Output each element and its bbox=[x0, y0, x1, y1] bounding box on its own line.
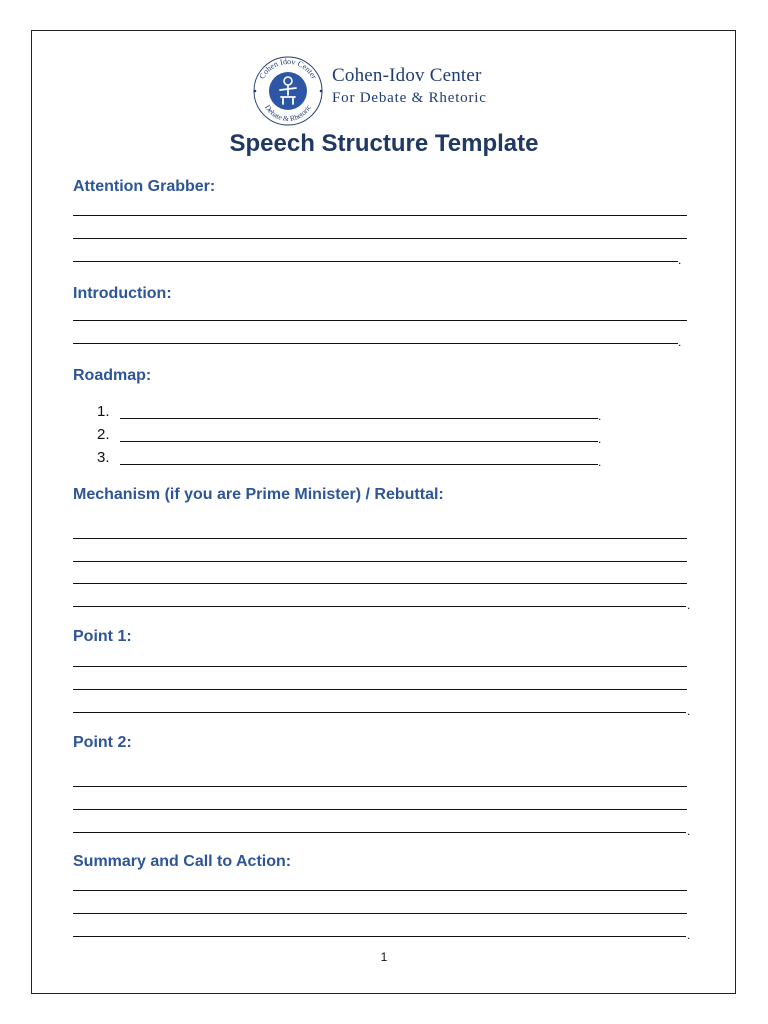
roadmap-number: 1. bbox=[97, 403, 110, 420]
page-border bbox=[31, 30, 736, 994]
heading-summary: Summary and Call to Action: bbox=[73, 853, 292, 870]
writing-line bbox=[73, 238, 687, 239]
heading-point-1: Point 1: bbox=[73, 628, 132, 645]
page-title: Speech Structure Template bbox=[229, 130, 539, 157]
line-period: . bbox=[678, 335, 682, 349]
heading-introduction: Introduction: bbox=[73, 285, 172, 302]
line-period: . bbox=[687, 704, 691, 718]
writing-line bbox=[73, 890, 687, 891]
writing-line bbox=[73, 561, 687, 562]
line-period: . bbox=[687, 598, 691, 612]
roadmap-number: 3. bbox=[97, 449, 110, 466]
writing-line bbox=[73, 832, 686, 833]
writing-line bbox=[73, 538, 687, 539]
seal-icon bbox=[252, 55, 324, 127]
writing-line bbox=[73, 936, 686, 937]
writing-line bbox=[73, 320, 687, 321]
org-subtitle: For Debate & Rhetoric bbox=[332, 90, 487, 106]
roadmap-number: 2. bbox=[97, 426, 110, 443]
heading-roadmap: Roadmap: bbox=[73, 367, 152, 384]
heading-mechanism: Mechanism (if you are Prime Minister) / Rebuttal: bbox=[73, 486, 444, 503]
line-period: . bbox=[598, 455, 602, 469]
seal-text-top: Cohen Idov Center bbox=[257, 56, 319, 81]
page-number: 1 bbox=[380, 950, 388, 964]
roadmap-line bbox=[120, 441, 598, 442]
writing-line bbox=[73, 913, 687, 914]
writing-line bbox=[73, 606, 686, 607]
line-period: . bbox=[687, 928, 691, 942]
heading-attention-grabber: Attention Grabber: bbox=[73, 178, 216, 195]
roadmap-line bbox=[120, 464, 598, 465]
writing-line bbox=[73, 666, 687, 667]
writing-line bbox=[73, 712, 686, 713]
writing-line bbox=[73, 261, 678, 262]
org-name: Cohen-Idov Center bbox=[332, 65, 482, 86]
line-period: . bbox=[598, 432, 602, 446]
line-period: . bbox=[598, 409, 602, 423]
writing-line bbox=[73, 689, 687, 690]
roadmap-line bbox=[120, 418, 598, 419]
writing-line bbox=[73, 215, 687, 216]
seal-text-bottom: Debate & Rhetoric bbox=[263, 103, 313, 124]
writing-line bbox=[73, 786, 687, 787]
writing-line bbox=[73, 809, 687, 810]
line-period: . bbox=[687, 824, 691, 838]
writing-line bbox=[73, 343, 678, 344]
heading-point-2: Point 2: bbox=[73, 734, 132, 751]
writing-line bbox=[73, 583, 687, 584]
line-period: . bbox=[678, 253, 682, 267]
logo bbox=[252, 55, 552, 125]
